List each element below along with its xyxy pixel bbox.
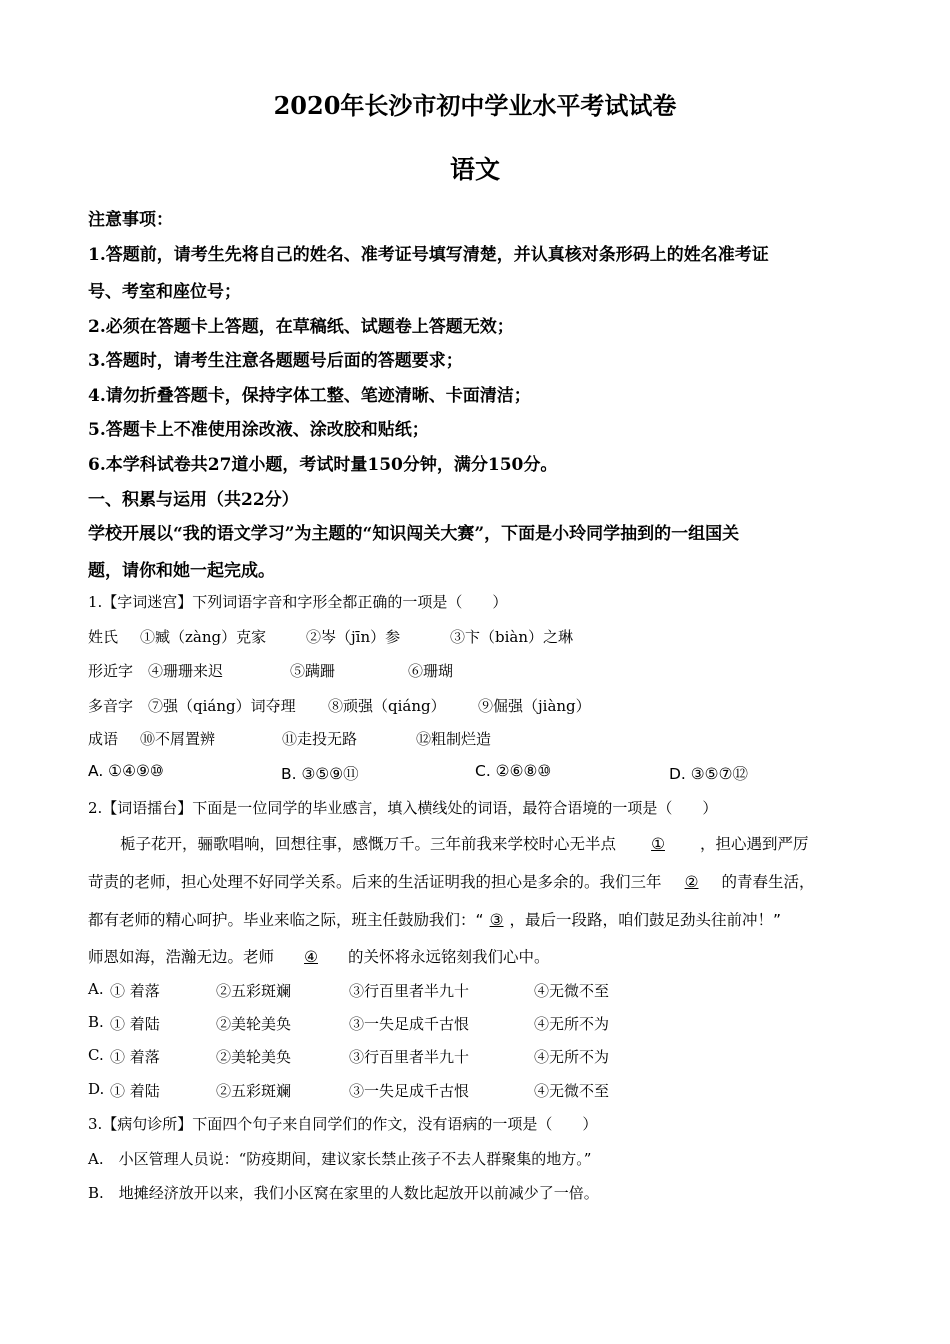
passage-line-2 (88, 870, 815, 892)
passage-line-3 (88, 908, 781, 930)
option-d[interactable]: D. ③⑤⑦⑫ (669, 765, 748, 783)
notice-item-3: 3.答题时，请考生注意各题题号后面的答题要求； (88, 351, 463, 371)
row-label: 姓氏 (88, 628, 119, 646)
passage-text: 的关怀将永远铭刻我们心中。 (348, 948, 550, 966)
option-item: ②美轮美奂 (216, 1048, 292, 1066)
option-letter: A. (88, 980, 104, 998)
option-a[interactable]: A. ①④⑨⑩ (88, 762, 164, 780)
notice-item-1-line-1: 1.答题前，请考生先将自己的姓名、准考证号填写清楚，并认真核对条形码上的姓名准考证 (88, 245, 769, 265)
blank-4: ④ (304, 948, 318, 966)
row-item: ⑧顽强（qiáng） (328, 697, 446, 715)
notice-item-2: 2.必须在答题卡上答题，在草稿纸、试题卷上答题无效； (88, 317, 514, 337)
row-item: ①臧（zàng）克家 (140, 628, 267, 646)
notice-item-1-line-2: 号、考室和座位号； (88, 282, 241, 302)
question-3-option-a[interactable]: A. 小区管理人员说：“防疫期间，建议家长禁止孩子不去人群聚集的地方。” (88, 1150, 592, 1168)
option-item: ① 着落 (110, 1048, 160, 1066)
row-item: ⑦强（qiáng）词夺理 (148, 697, 296, 715)
option-item: ④无微不至 (534, 982, 610, 1000)
passage-text: 师恩如海，浩瀚无边。老师 (88, 948, 275, 966)
question-2-stem: 2.【词语擂台】下面是一位同学的毕业感言，填入横线处的词语，最符合语境的一项是（ ） (88, 799, 718, 817)
row-item: ⑩不屑置辨 (140, 730, 216, 748)
row-item: ⑫粗制烂造 (416, 730, 492, 748)
notice-heading: 注意事项： (88, 210, 173, 230)
option-item: ②五彩斑斓 (216, 982, 292, 1000)
section-intro-line-2: 题，请你和她一起完成。 (88, 561, 275, 581)
option-letter: C. (88, 1046, 104, 1064)
passage-text: 的青春生活， (721, 873, 815, 891)
row-item: ③卞（biàn）之琳 (450, 628, 574, 646)
passage-text: ，最后一段路，咱们鼓足劲头往前冲！” (509, 911, 782, 929)
passage-line-1 (120, 832, 809, 854)
row-item: ⑪走投无路 (282, 730, 358, 748)
blank-2: ② (684, 873, 699, 891)
option-item: ③行百里者半九十 (349, 982, 470, 1000)
subject-title: 语文 (449, 155, 500, 184)
option-item: ④无微不至 (534, 1082, 610, 1100)
option-c[interactable]: C. ②⑥⑧⑩ (475, 762, 552, 780)
passage-text: 都有老师的精心呵护。毕业来临之际，班主任鼓励我们：“ (88, 911, 484, 929)
option-item: ① 着陆 (110, 1015, 160, 1033)
passage-text: ，担心遇到严厉 (700, 835, 809, 853)
section-heading: 一、积累与运用（共22分） (88, 490, 299, 510)
notice-item-4: 4.请勿折叠答题卡，保持字体工整、笔迹清晰、卡面清洁； (88, 386, 531, 406)
section-intro-line-1: 学校开展以“我的语文学习”为主题的“知识闯关大赛”，下面是小玲同学抽到的一组国关 (88, 524, 740, 544)
option-item: ④无所不为 (534, 1015, 610, 1033)
exam-title: 2020年长沙市初中学业水平考试试卷 (273, 91, 677, 120)
row-item: ⑨倔强（jiàng） (478, 697, 591, 715)
row-label: 成语 (88, 730, 119, 748)
passage-line-4 (88, 945, 550, 967)
option-item: ②美轮美奂 (216, 1015, 292, 1033)
option-item: ②五彩斑斓 (216, 1082, 292, 1100)
row-label: 多音字 (88, 697, 134, 715)
row-item: ②岑（jīn）参 (306, 628, 401, 646)
option-item: ④无所不为 (534, 1048, 610, 1066)
passage-text: 苛责的老师，担心处理不好同学关系。后来的生活证明我的担心是多余的。我们三年 (88, 873, 662, 891)
option-item: ③一失足成千古恨 (349, 1082, 470, 1100)
question-3-stem: 3.【病句诊所】下面四个句子来自同学们的作文，没有语病的一项是（ ） (88, 1115, 598, 1133)
option-item: ① 着陆 (110, 1082, 160, 1100)
option-item: ① 着落 (110, 982, 160, 1000)
question-3-option-b[interactable]: B. 地摊经济放开以来，我们小区窝在家里的人数比起放开以前减少了一倍。 (88, 1184, 599, 1202)
option-item: ③一失足成千古恨 (349, 1015, 470, 1033)
row-item: ⑤蹒跚 (290, 662, 336, 680)
option-letter: D. (88, 1080, 105, 1098)
row-item: ④珊珊来迟 (148, 662, 224, 680)
notice-item-6: 6.本学科试卷共27道小题，考试时量150分钟，满分150分。 (88, 455, 558, 475)
blank-1: ① (651, 835, 665, 853)
question-1-stem: 1.【字词迷宫】下列词语字音和字形全都正确的一项是（ ） (88, 593, 508, 611)
row-label: 形近字 (88, 662, 134, 680)
row-item: ⑥珊瑚 (408, 662, 454, 680)
passage-text: 栀子花开，骊歌唱响，回想往事，感慨万千。三年前我来学校时心无半点 (120, 835, 617, 853)
option-letter: B. (88, 1013, 104, 1031)
option-b[interactable]: B. ③⑤⑨⑪ (281, 765, 359, 783)
blank-3: ③ (489, 911, 504, 929)
option-item: ③行百里者半九十 (349, 1048, 470, 1066)
notice-item-5: 5.答题卡上不准使用涂改液、涂改胶和贴纸； (88, 420, 429, 440)
